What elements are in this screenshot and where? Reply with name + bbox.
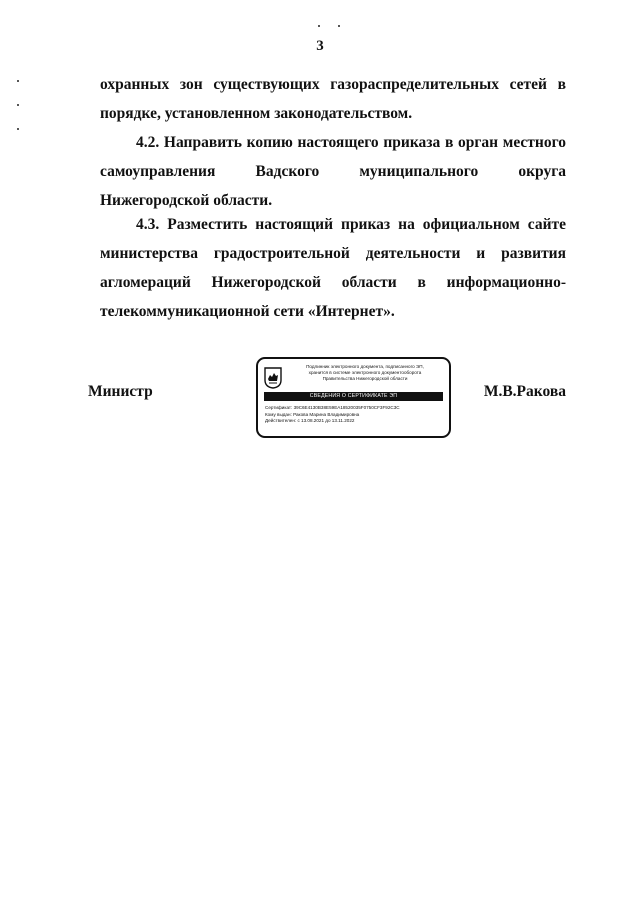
paragraph-4-2: 4.2. Направить копию настоящего приказа в орган местного самоуправления Вадского муниципального округа Нижегородской области. <box>100 134 566 209</box>
page-number: 3 <box>316 38 324 54</box>
scan-speck <box>318 25 320 27</box>
stamp-details <box>265 405 445 425</box>
valid-label: Действителен: <box>265 418 297 423</box>
electronic-signature-stamp <box>256 357 451 438</box>
paragraph-4-3: 4.3. Разместить настоящий приказ на официальном сайте министерства градостроительной деятельности и развития агломераций Нижегородской области в информационно-телекоммуникационной сети «Интернет». <box>100 216 566 320</box>
stamp-header <box>286 364 444 382</box>
certificate-label: Сертификат: <box>265 405 293 410</box>
valid-value: с 13.08.2021 до 13.11.2022 <box>297 418 355 423</box>
certificate-value: 39C6E4130B38E59EA18520035F0750CF3F92C3C <box>293 405 400 410</box>
issued-to-value: Ракова Марина Владимировна <box>293 411 360 417</box>
coat-of-arms-icon <box>264 367 282 389</box>
stamp-certificate-bar: СВЕДЕНИЯ О СЕРТИФИКАТЕ ЭП <box>264 392 443 401</box>
stamp-header-line: Правительства Нижегородской области <box>322 376 408 381</box>
stamp-header-line: хранится в системе электронного документооборота <box>308 370 422 375</box>
scan-speck <box>17 80 19 82</box>
stamp-header-line: Подлинник электронного документа, подписанного ЭП, <box>306 364 424 369</box>
stamp-validity-row <box>265 418 445 425</box>
scan-speck <box>17 104 19 106</box>
signatory-title: Министр <box>88 383 153 400</box>
scan-speck <box>338 25 340 27</box>
scan-speck <box>17 128 19 130</box>
paragraph-continuation: охранных зон существующих газораспределительных сетей в порядке, установленном законодательством. <box>100 76 566 122</box>
signatory-name: М.В.Ракова <box>483 383 566 400</box>
issued-to-label: Кому выдан: <box>265 411 292 417</box>
